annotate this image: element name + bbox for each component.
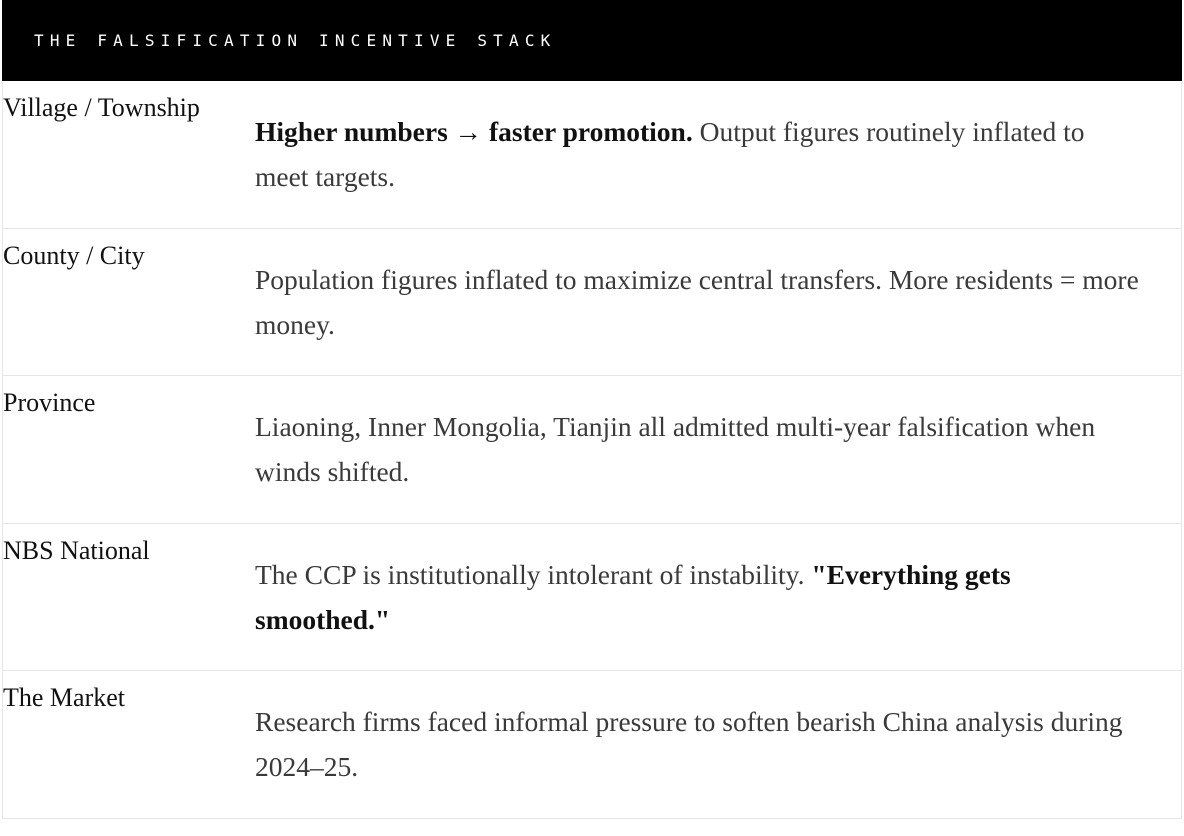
level-description bbox=[255, 81, 1181, 228]
description-text: Population figures inflated to maximize central transfers. More residents = more money. bbox=[255, 263, 1139, 340]
incentive-stack-table bbox=[2, 0, 1182, 819]
table-title: THE FALSIFICATION INCENTIVE STACK bbox=[34, 31, 557, 50]
description-text: Research firms faced informal pressure to soften bearish China analysis during 2024–25. bbox=[255, 706, 1123, 782]
level-description bbox=[255, 376, 1181, 523]
level-label: NBS National bbox=[3, 535, 150, 565]
level-description bbox=[255, 229, 1181, 376]
level-label: County / City bbox=[3, 240, 145, 270]
table-row-market bbox=[3, 671, 1181, 819]
level-description bbox=[255, 671, 1181, 818]
table-row-village bbox=[3, 81, 1181, 229]
description-text: The CCP is institutionally intolerant of instability. bbox=[255, 558, 812, 590]
table-row-province bbox=[3, 376, 1181, 524]
level-label: Village / Township bbox=[3, 93, 200, 122]
level-label: Province bbox=[3, 388, 96, 417]
level-label: The Market bbox=[3, 683, 126, 712]
description-emphasis: "Everything gets smoothed." bbox=[255, 558, 1011, 635]
description-text: Liaoning, Inner Mongolia, Tianjin all admitted multi-year falsification when winds shifted. bbox=[255, 411, 1096, 487]
table-row-county bbox=[3, 229, 1181, 377]
description-emphasis: Higher numbers → faster promotion. bbox=[255, 116, 693, 147]
level-description bbox=[255, 524, 1181, 671]
description-text: Output figures routinely inflated to meet targets. bbox=[255, 116, 1085, 192]
table-header bbox=[2, 0, 1182, 81]
table-row-nbs-national bbox=[3, 524, 1181, 672]
